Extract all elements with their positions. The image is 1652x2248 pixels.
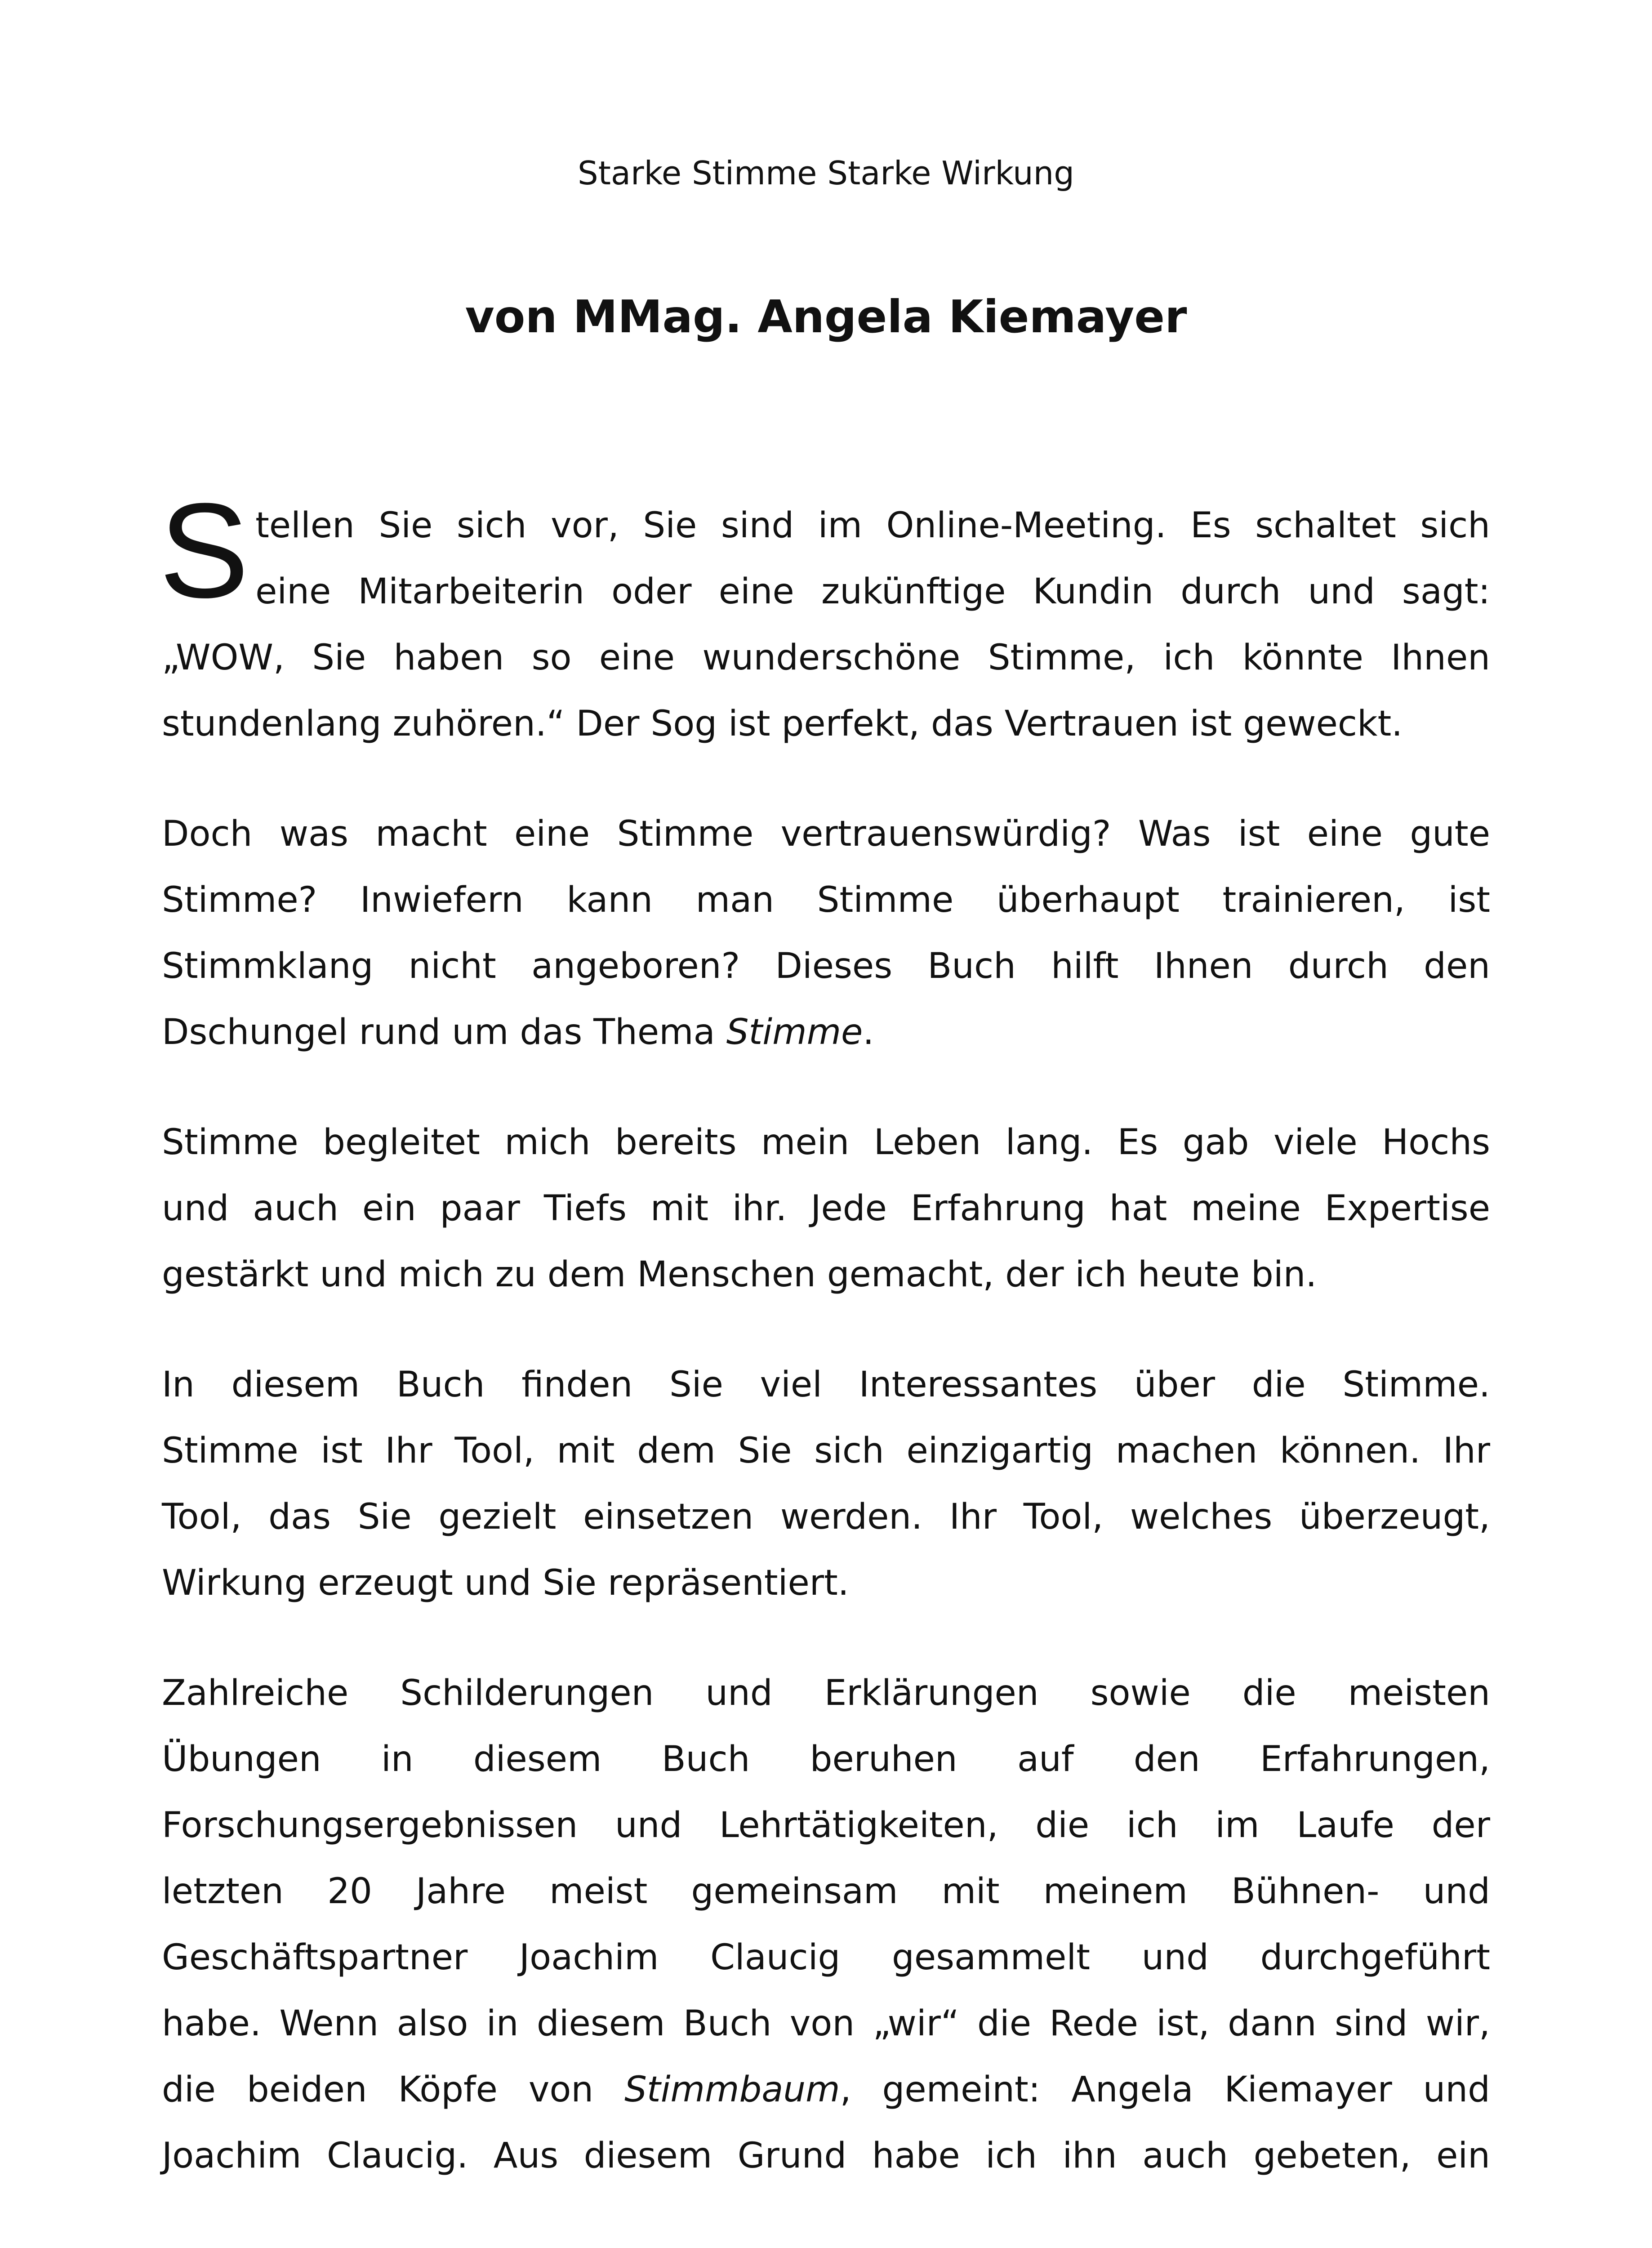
- paragraph-line: Stimmklang nicht angeboren? Dieses Buch hilft Ihnen durch den: [162, 945, 1490, 986]
- drop-cap: S: [159, 475, 249, 626]
- paragraph-1: [159, 475, 1490, 757]
- paragraph-line: Stimme ist Ihr Tool, mit dem Sie sich einzigartig machen können. Ihr: [162, 1430, 1490, 1471]
- paragraph-line: habe. Wenn also in diesem Buch von „wir“ die Rede ist, dann sind wir,: [162, 2003, 1490, 2044]
- paragraph-line: „WOW, Sie haben so eine wunderschöne Stimme, ich könnte Ihnen: [162, 637, 1490, 678]
- paragraph-line: Stimme begleitet mich bereits mein Leben lang. Es gab viele Hochs: [162, 1121, 1490, 1163]
- text-run: , gemeint: Angela Kiemayer und: [840, 2069, 1490, 2110]
- paragraph-line: eine Mitarbeiterin oder eine zukünftige Kundin durch und sagt:: [255, 571, 1490, 612]
- paragraph-line: Geschäftspartner Joachim Claucig gesammelt und durchgeführt: [162, 1936, 1490, 1978]
- paragraph-line: [162, 999, 1490, 1065]
- paragraph-line: [162, 2056, 1490, 2123]
- text-run: die beiden Köpfe von: [162, 2069, 625, 2110]
- paragraph-line: Wirkung erzeugt und Sie repräsentiert.: [162, 1562, 849, 1603]
- paragraph-line: In diesem Buch finden Sie viel Interessantes über die Stimme.: [162, 1364, 1490, 1405]
- italic-term: Stimmbaum: [624, 2069, 840, 2110]
- paragraph-line: stundenlang zuhören.“ Der Sog ist perfekt, das Vertrauen ist geweckt.: [162, 703, 1403, 744]
- paragraph-line: Übungen in diesem Buch beruhen auf den Erfahrungen,: [162, 1738, 1490, 1780]
- body-text: [159, 475, 1490, 2233]
- italic-term: Stimme: [726, 1011, 863, 1053]
- paragraph-4: [162, 1351, 1490, 1616]
- paragraph-3: [162, 1109, 1490, 1307]
- running-header: Starke Stimme Starke Wirkung: [578, 154, 1074, 192]
- paragraph-line: Joachim Claucig. Aus diesem Grund habe ich ihn auch gebeten, ein: [162, 2135, 1490, 2176]
- paragraph-5: [162, 1660, 1490, 2189]
- paragraph-line: Tool, das Sie gezielt einsetzen werden. Ihr Tool, welches überzeugt,: [162, 1496, 1490, 1537]
- paragraph-2: [162, 801, 1490, 1065]
- text-run: Dschungel rund um das Thema: [162, 1011, 726, 1053]
- text-run: .: [863, 1011, 874, 1053]
- paragraph-line: Forschungsergebnissen und Lehrtätigkeiten, die ich im Laufe der: [162, 1804, 1490, 1846]
- paragraph-line: gestärkt und mich zu dem Menschen gemacht, der ich heute bin.: [162, 1253, 1317, 1295]
- paragraph-line: und auch ein paar Tiefs mit ihr. Jede Erfahrung hat meine Expertise: [162, 1187, 1490, 1229]
- paragraph-line: letzten 20 Jahre meist gemeinsam mit meinem Bühnen- und: [162, 1870, 1490, 1912]
- paragraph-line: Zahlreiche Schilderungen und Erklärungen sowie die meisten: [162, 1672, 1490, 1713]
- paragraph-line: Stimme? Inwiefern kann man Stimme überhaupt trainieren, ist: [162, 879, 1490, 920]
- chapter-heading: von MMag. Angela Kiemayer: [465, 290, 1187, 343]
- paragraph-line: tellen Sie sich vor, Sie sind im Online-Meeting. Es schaltet sich: [255, 504, 1490, 546]
- paragraph-line: Doch was macht eine Stimme vertrauenswürdig? Was ist eine gute: [162, 813, 1490, 854]
